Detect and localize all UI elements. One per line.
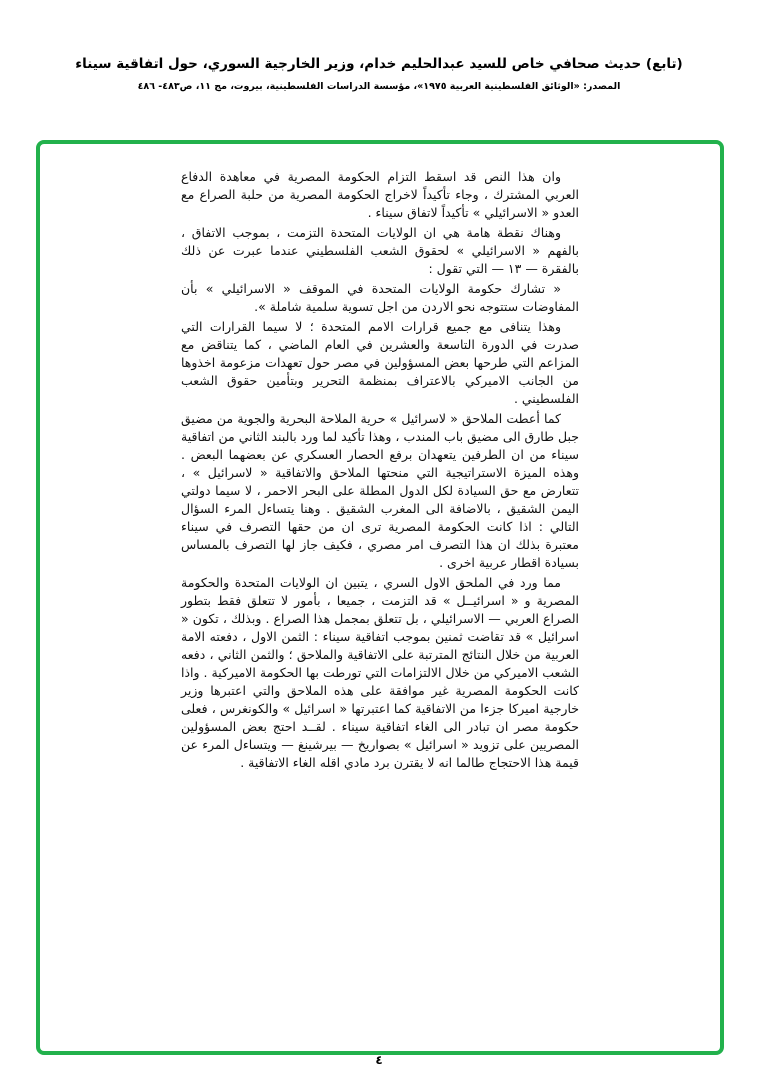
paragraph: مما ورد في الملحق الاول السري ، يتبين ان الولايات المتحدة والحكومة المصرية و « اسرائيــل » قد التزمت ، جميعا ، بأمور لا تتعلق فقط بتطور الصراع العربي — الاسرائيلي ، بل تتعلق بمجمل هذا الصراع . وبذلك ، تكون « اسرائيل » قد تقاضت ثمنين بموجب اتفاقية سيناء : الثمن الاول ، دفعته الامة العربية من خلال النتائج المترتبة على الاتفاقية والملاحق ؛ والثمن الثاني ، دفعه الشعب الاميركي من خلال الالتزامات التي تورطت بها الحكومة الاميركية . واذا كانت الحكومة المصرية غير موافقة على هذه الملاحق والتي اعتبرها وزير خارجية اميركا جزءا من الاتفاقية كما اعتبرتها « اسرائيل » والكونغرس ، فعلى حكومة مصر ان تبادر الى الغاء اتفاقية سيناء . لقــد احتج بعض المسؤولين المصريين على تزويد « اسرائيل » بصواريخ — بيرشينغ — ويتساءل المرء عن قيمة هذا الاحتجاج طالما انه لا يقترن برد مادي اقله الغاء الاتفاقية . [181,575,579,770]
document-title: (تابع) حديث صحافي خاص للسيد عبدالحليم خدام، وزير الخارجية السوري، حول اتفاقية سيناء [75,56,683,72]
paragraph: وهناك نقطة هامة هي ان الولايات المتحدة التزمت ، بموجب الاتفاق ، بالفهم « الاسرائيلي » لحقوق الشعب الفلسطيني عندما عبرت عن ذلك بالفقرة — ١٣ — التي تقول : [181,225,579,276]
paragraph: وهذا يتنافى مع جميع قرارات الامم المتحدة ؛ لا سيما القرارات التي صدرت في الدورة التاسعة والعشرين في العام الماضي ، كما يتناقض مع المزاعم التي طرحها بعض المسؤولين في مصر حول تعهدات مزعومة اخذوها من الجانب الاميركي بالاعتراف بمنظمة التحرير وبتأمين حقوق الشعب الفلسطيني . [181,319,579,406]
paragraph: كما أعطت الملاحق « لاسرائيل » حرية الملاحة البحرية والجوية من مضيق جبل طارق الى مضيق باب المندب ، وهذا تأكيد لما ورد بالبند الثاني من اتفاقية سيناء من ان الطرفين يتعهدان برفع الحصار العسكري عن بعضهما البعض . وهذه الميزة الاستراتيجية التي منحتها الملاحق والاتفاقية « لاسرائيل » ، تتعارض مع حق السيادة لكل الدول المطلة على البحر الاحمر ، لا سيما دولتي اليمن الشقيق ، بالاضافة الى المغرب الشقيق . وهنا يتساءل المرء السؤال التالي : اذا كانت الحكومة المصرية ترى ان من حقها التصرف في سيناء معتبرة بذلك ان هذا التصرف امر مصري ، فكيف جاز لها التصرف بالمساس بسيادة اقطار عربية اخرى . [181,411,579,570]
green-frame [36,140,724,1055]
paragraph: وان هذا النص قد اسقط التزام الحكومة المصرية في معاهدة الدفاع العربي المشترك ، وجاء تأكيداً لاخراج الحكومة المصرية من حلبة الصراع مع العدو « الاسرائيلي » تأكيداً لاتفاق سيناء . [181,169,579,220]
source-line: المصدر: «الوثائق الفلسطينية العربية ١٩٧٥»، مؤسسة الدراسات الفلسطينية، بيروت، مج ١١، ص٤٨٣- ٤٨٦ [137,81,621,92]
page-footer [0,1049,758,1068]
page-number: ٤ [375,1053,383,1067]
paragraph: « تشارك حكومة الولايات المتحدة في الموقف « الاسرائيلي » بأن المفاوضات ستتوجه نحو الاردن من اجل تسوية سلمية شاملة ». [181,281,579,314]
body-text-column [181,168,579,772]
document-header [0,56,758,92]
